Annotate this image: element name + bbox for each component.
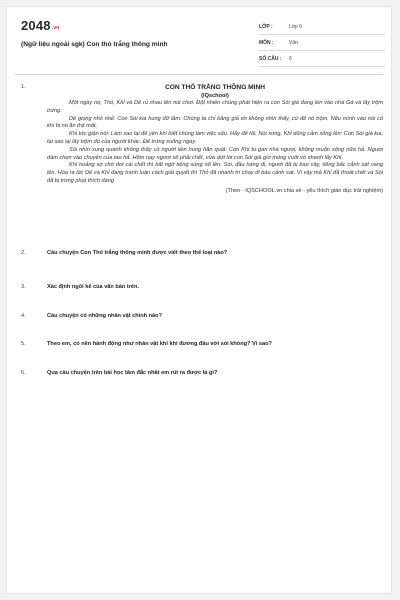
- site-logo[interactable]: [21, 18, 60, 33]
- info-row-question-count: [259, 51, 385, 67]
- worksheet-page: [6, 6, 392, 594]
- header-divider: [15, 74, 383, 75]
- story-paragraph: Khỉ tức giận nói: Làm sao lại để yên khi biết chúng làm việc xấu. Hãy để tôi. Nói xong, Khỉ dũng cảm xông lên: Con Sói già kia, tại sao lại lấy trộm đồ của người khác. Để trứng xuống ngay.: [47, 131, 383, 145]
- subject-value: Văn: [289, 39, 298, 46]
- story-source: (Theo - IQSCHOOL.vn chia sẻ - yêu thích giáo dục trải nghiệm): [225, 187, 383, 194]
- info-row-subject: [259, 35, 385, 51]
- logo-suffix: .vn: [51, 25, 60, 31]
- story-title: CON THỎ TRẮNG THÔNG MINH: [165, 84, 265, 91]
- question-text: Câu chuyện Con Thỏ trắng thông minh được viết theo thể loại nào?: [47, 250, 228, 256]
- story-paragraph: Một ngày nọ, Thỏ, Khỉ và Dê rủ nhau lên núi chơi. Đột nhiên chúng phát hiện ra con Sói già đang lén vào nhà Gà và lấy trộm trứng.: [47, 100, 383, 114]
- question-number: 3.: [21, 284, 26, 290]
- question-6: [21, 370, 383, 376]
- info-table: [259, 19, 385, 67]
- subject-label: MÔN :: [259, 39, 274, 46]
- document-title: (Ngữ liệu ngoài sgk) Con thỏ trắng thông minh: [21, 41, 168, 48]
- question-number: 2.: [21, 250, 26, 256]
- question-5: [21, 341, 383, 347]
- question-text: Theo em, có nên hành động như nhân vật khỉ khi đương đầu với sói không? Vì sao?: [47, 341, 272, 347]
- question-text: Câu chuyện có những nhân vật chính nào?: [47, 313, 162, 319]
- question-2: [21, 250, 383, 256]
- story-paragraph: Khỉ hoảng sợ chờ đợi cái chết thì bất ngờ tiếng súng nổ lên. Sói, đầu hàng đi, ngươi đã bị bao vây, tiếng bắc cảnh sát vang lên. Hóa ra lúc Dê và Khỉ đang tranh luận cách giải quyết thì Thỏ đã nhanh trí chạy đi báo cảnh sát. Vì vậy mà Khỉ đã thoát chết và Sói đã bị trừng phạt thích đáng: [47, 162, 383, 184]
- logo-text: 2048: [21, 18, 51, 33]
- question-number: 1.: [21, 84, 26, 90]
- info-row-class: [259, 19, 385, 35]
- question-number: 5.: [21, 341, 26, 347]
- question-4: [21, 313, 383, 319]
- question-text: Qua câu chuyện trên bài học tâm đắc nhất em rút ra được là gì?: [47, 370, 218, 376]
- question-count-value: 6: [289, 55, 292, 62]
- story-paragraph: Sói nhìn xung quanh không thấy có người liền hung hăn quát: Con Khỉ to gan nhà ngươi, không muốn sống nữa hả. Ngươi dám chen vào chuyện của tao hả. Hôm nay ngươi sẽ phải chết, vừa dứt lời con Sói già giơ móng vuốt vồ nhanh lấy Khỉ.: [47, 146, 383, 161]
- class-value: Lớp 6: [289, 23, 303, 30]
- story-paragraph: Dê giọng nhỏ nhẻ: Con Sói kia hung dữ lắm. Chúng ta chỉ bằng giả vờ không nhìn thấy, cứ để nó trộm. Nếu mình vào nói có khi bị nó ăn thịt mất.: [47, 115, 383, 130]
- question-text: Xác định ngôi kể của văn bản trên.: [47, 284, 140, 290]
- question-1-story: [21, 84, 383, 195]
- story-subtitle: (IQschool): [201, 93, 229, 99]
- question-3: [21, 284, 383, 290]
- class-label: LỚP :: [259, 23, 273, 30]
- question-number: 6.: [21, 370, 26, 376]
- question-count-label: SỐ CÂU :: [259, 55, 282, 62]
- question-number: 4.: [21, 313, 26, 319]
